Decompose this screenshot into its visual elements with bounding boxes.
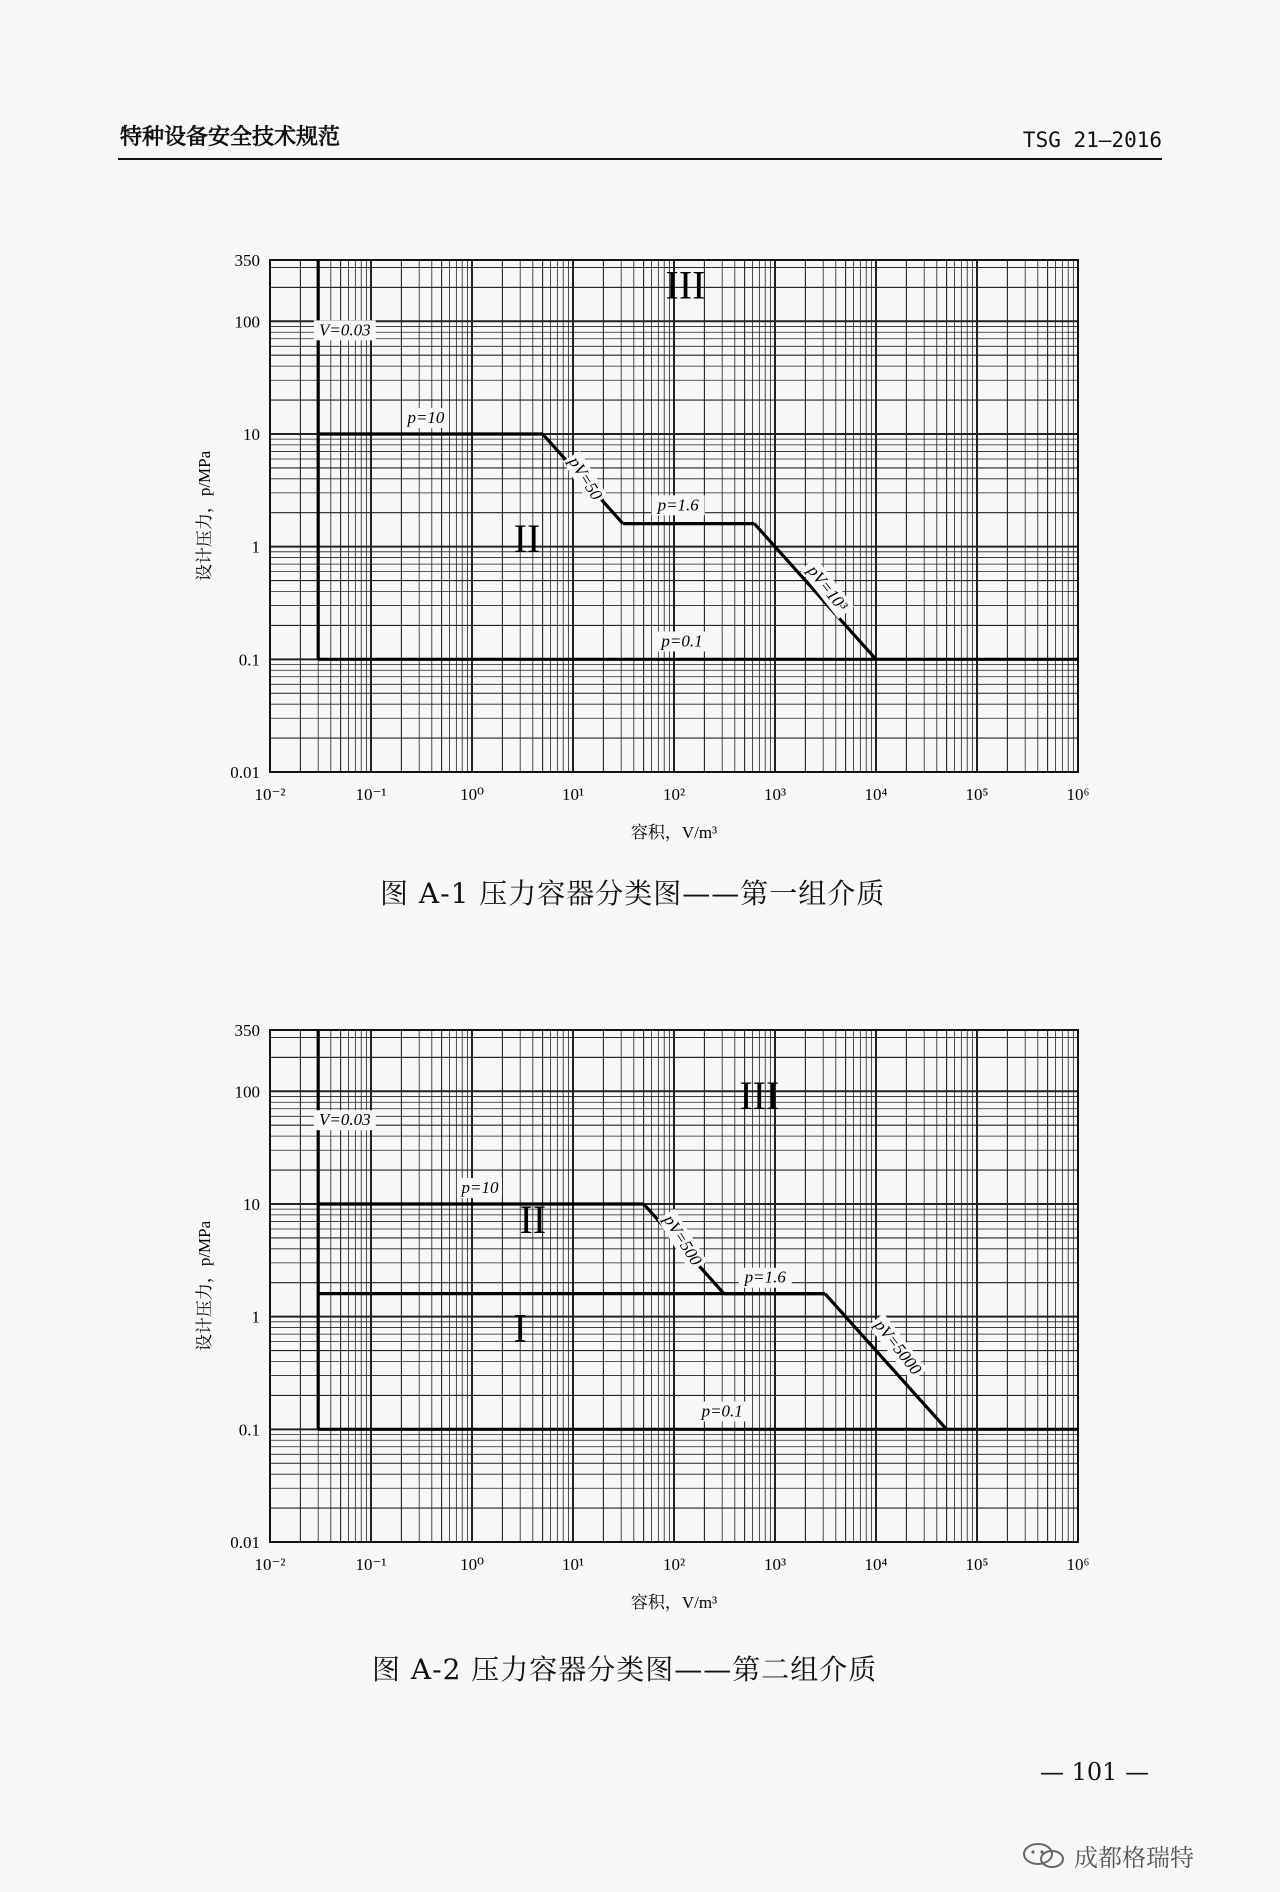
y-tick-label: 0.01 [230, 1533, 260, 1552]
x-tick-label: 10¹ [561, 785, 585, 804]
boundary-annotation [652, 495, 705, 515]
annotation-text: III [739, 1072, 780, 1118]
annotation-text: pV=500 [659, 1211, 706, 1269]
x-tick-label: 10⁰ [460, 1555, 484, 1574]
x-tick-label: 10⁻² [254, 1555, 286, 1574]
watermark-text: 成都格瑞特 [1074, 1844, 1194, 1872]
boundary-annotation [404, 408, 448, 428]
annotation-text: p=10 [407, 408, 445, 428]
y-tick-label: 10 [243, 424, 260, 444]
annotation-text: II [519, 1197, 547, 1243]
x-tick-label: 10⁶ [1066, 785, 1090, 804]
page-number: — 101 — [1040, 1758, 1150, 1786]
x-tick-label: 10⁻¹ [355, 1555, 387, 1574]
x-tick-label: 10⁶ [1066, 1555, 1090, 1574]
x-tick-label: 10³ [763, 785, 787, 804]
annotation-text: I [513, 1305, 527, 1351]
x-tick-label: 10⁰ [460, 785, 484, 804]
x-tick-label: 10² [662, 785, 686, 804]
chart-a1 [0, 230, 1280, 850]
y-tick-label: 0.1 [238, 1420, 260, 1440]
y-tick-label: 350 [234, 251, 260, 270]
annotation-text: V=0.03 [318, 1110, 371, 1130]
boundary-annotation [696, 1401, 749, 1421]
annotation-text: p=1.6 [744, 1267, 786, 1287]
y-tick-label: 0.1 [238, 650, 260, 670]
boundary-annotation [739, 1268, 792, 1288]
annotation-text: p=1.6 [657, 495, 699, 515]
annotation-text: p=10 [461, 1178, 499, 1198]
annotation-text: p=0.1 [701, 1401, 743, 1421]
y-tick-label: 350 [234, 1021, 260, 1040]
running-header-title: 特种设备安全技术规范 [120, 125, 341, 150]
annotation-text: pV=50 [565, 453, 607, 504]
y-tick-label: 0.01 [230, 763, 260, 782]
region-label [666, 262, 706, 307]
running-header-code: TSG 21—2016 [1022, 128, 1162, 152]
annotation-text: II [513, 515, 541, 561]
annotation-text: pV=5000 [870, 1315, 926, 1379]
annotation-text: pV=10³ [803, 561, 852, 615]
boundary-annotation [655, 631, 708, 651]
header-rule [118, 158, 1162, 160]
x-tick-label: 10⁴ [864, 1555, 888, 1574]
annotation-text: V=0.03 [318, 320, 371, 340]
x-tick-label: 10⁻¹ [355, 785, 387, 804]
boundary-annotation [314, 320, 376, 340]
figure-caption-a2: 图 A-2 压力容器分类图——第二组介质 [372, 1653, 878, 1686]
grid [270, 260, 1078, 772]
y-tick-label: 100 [234, 1082, 260, 1102]
annotation-text: III [665, 262, 706, 308]
y-tick-label: 10 [243, 1194, 260, 1214]
x-tick-label: 10⁴ [864, 785, 888, 804]
x-tick-label: 10¹ [561, 1555, 585, 1574]
x-axis-label: 容积，V/m³ [630, 823, 718, 842]
wechat-icon [1022, 1842, 1066, 1870]
x-tick-label: 10⁵ [965, 785, 989, 804]
region-label [739, 1073, 779, 1118]
boundary-annotation [458, 1178, 502, 1198]
annotation-text: p=0.1 [661, 631, 703, 651]
chart-a2 [0, 1000, 1280, 1620]
y-axis-label: 设计压力，p/MPa [195, 1220, 214, 1352]
figure-caption-a1: 图 A-1 压力容器分类图——第一组介质 [380, 877, 886, 910]
y-tick-label: 100 [234, 312, 260, 332]
watermark [1022, 1838, 1194, 1873]
grid [270, 1030, 1078, 1542]
y-tick-label: 1 [251, 537, 260, 557]
region-label [519, 1197, 546, 1242]
region-label [514, 1306, 527, 1351]
region-label [514, 516, 541, 561]
boundary-annotation [314, 1110, 376, 1130]
y-axis-label: 设计压力，p/MPa [195, 450, 214, 582]
x-axis-label: 容积，V/m³ [630, 1593, 718, 1612]
x-tick-label: 10³ [763, 1555, 787, 1574]
x-tick-label: 10⁵ [965, 1555, 989, 1574]
y-tick-label: 1 [251, 1307, 260, 1327]
x-tick-label: 10⁻² [254, 785, 286, 804]
x-tick-label: 10² [662, 1555, 686, 1574]
